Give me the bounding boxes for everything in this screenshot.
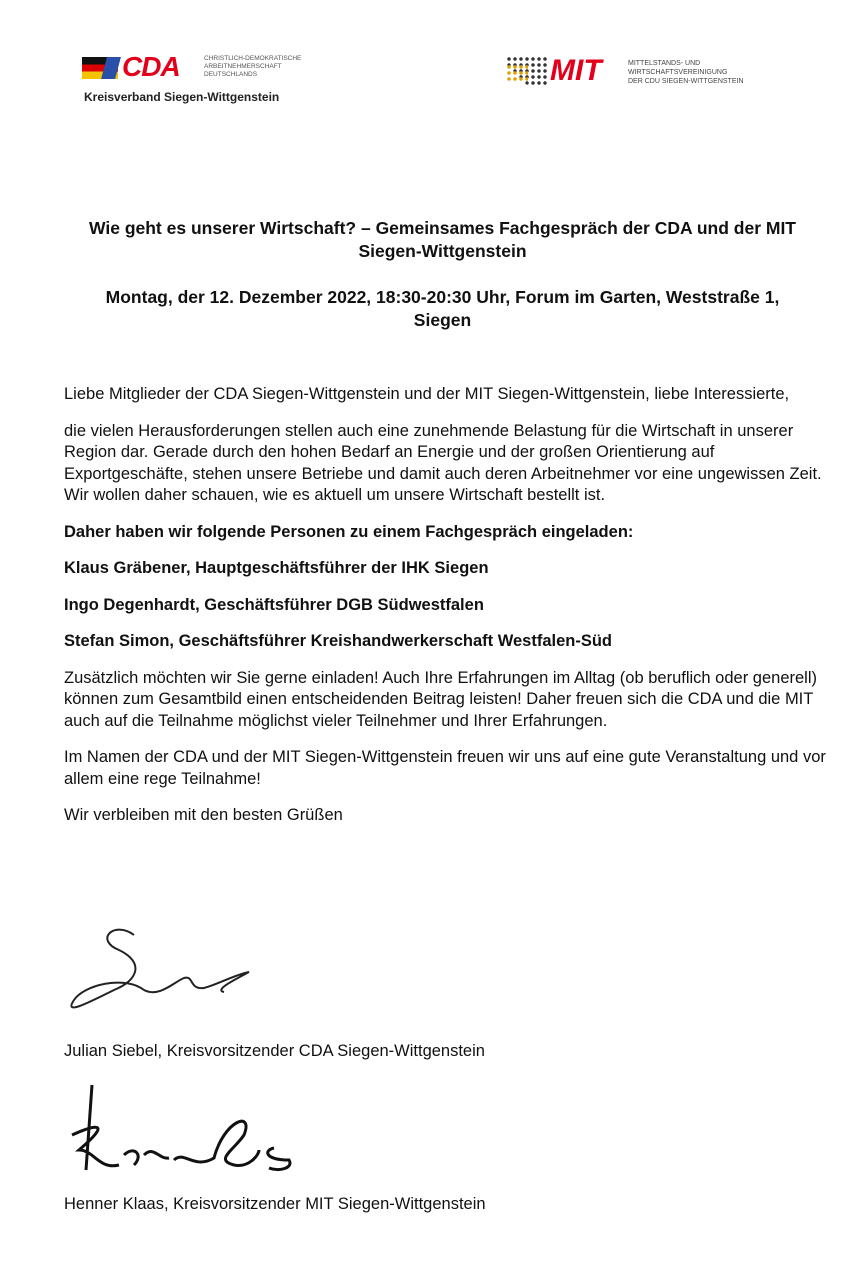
cda-logo-text bbox=[204, 55, 324, 79]
flag-icon bbox=[82, 57, 118, 79]
regards: Wir verbleiben mit den besten Grüßen bbox=[64, 806, 343, 824]
cda-wordmark: CDA bbox=[122, 51, 180, 82]
dots-accent-icon bbox=[506, 64, 528, 82]
letter-title: Wie geht es unserer Wirtschaft? – Gemeinsames Fachgespräch der CDA und der MIT Siegen-Wittgenstein bbox=[89, 218, 796, 261]
invite-heading: Daher haben wir folgende Personen zu einem Fachgespräch eingeladen: bbox=[64, 522, 634, 541]
cda-logo-line: DEUTSCHLANDS bbox=[204, 71, 258, 78]
invitation-paragraph: Zusätzlich möchten wir Sie gerne einladen! Auch Ihre Erfahrungen im Alltag (ob beruflich oder generell) können zum Gesamtbild einen entscheidenden Beitrag leisten! Daher freuen sich die CDA und die MIT auch auf die Teilnahme möglichst vieler Teilnehmer und Ihrer Erfahrungen. bbox=[64, 668, 817, 730]
cda-logo-line: ARBEITNEHMERSCHAFT bbox=[204, 63, 282, 70]
intro-paragraph: die vielen Herausforderungen stellen auch eine zunehmende Belastung für die Wirtschaft in unserer Region dar. Gerade durch den hohen Bedarf an Energie und der großen Orientierung auf Exportgeschäfte, stehen unsere Betriebe und damit auch deren Arbeitnehmer vor eine ungewissen Zeit. Wir wollen daher schauen, wie es aktuell um unsere Wirtschaft bestellt ist. bbox=[64, 421, 822, 504]
cda-subtitle: Kreisverband Siegen-Wittgenstein bbox=[84, 90, 280, 104]
cda-logo-line: CHRISTLICH-DEMOKRATISCHE bbox=[204, 55, 302, 62]
signature-klaas bbox=[64, 1080, 304, 1180]
guest-item: Stefan Simon, Geschäftsführer Kreishandwerkerschaft Westfalen-Süd bbox=[64, 632, 613, 650]
signatory-mit: Henner Klaas, Kreisvorsitzender MIT Siegen-Wittgenstein bbox=[64, 1195, 486, 1213]
signatory-cda: Julian Siebel, Kreisvorsitzender CDA Siegen-Wittgenstein bbox=[64, 1042, 485, 1060]
salutation: Liebe Mitglieder der CDA Siegen-Wittgenstein und der MIT Siegen-Wittgenstein, liebe Interessierte, bbox=[64, 385, 790, 403]
guest-item: Ingo Degenhardt, Geschäftsführer DGB Südwestfalen bbox=[64, 595, 484, 614]
mit-wordmark: MIT bbox=[550, 54, 602, 87]
letter-body bbox=[64, 384, 829, 842]
mit-logo-line: DER CDU SIEGEN-WITTGENSTEIN bbox=[628, 78, 744, 85]
mit-logo-line: MITTELSTANDS- UND bbox=[628, 60, 701, 67]
guest-item: Klaus Gräbener, Hauptgeschäftsführer der IHK Siegen bbox=[64, 559, 489, 577]
signature-siebel bbox=[64, 920, 264, 1020]
mit-logo-line: WIRTSCHAFTSVEREINIGUNG bbox=[628, 69, 728, 76]
mit-logo-text bbox=[628, 59, 744, 86]
event-details: Montag, der 12. Dezember 2022, 18:30-20:30 Uhr, Forum im Garten, Weststraße 1, Siegen bbox=[105, 287, 780, 330]
closing-paragraph: Im Namen der CDA und der MIT Siegen-Wittgenstein freuen wir uns auf eine gute Veranstaltung und vor allem eine rege Teilnahme! bbox=[64, 748, 826, 788]
